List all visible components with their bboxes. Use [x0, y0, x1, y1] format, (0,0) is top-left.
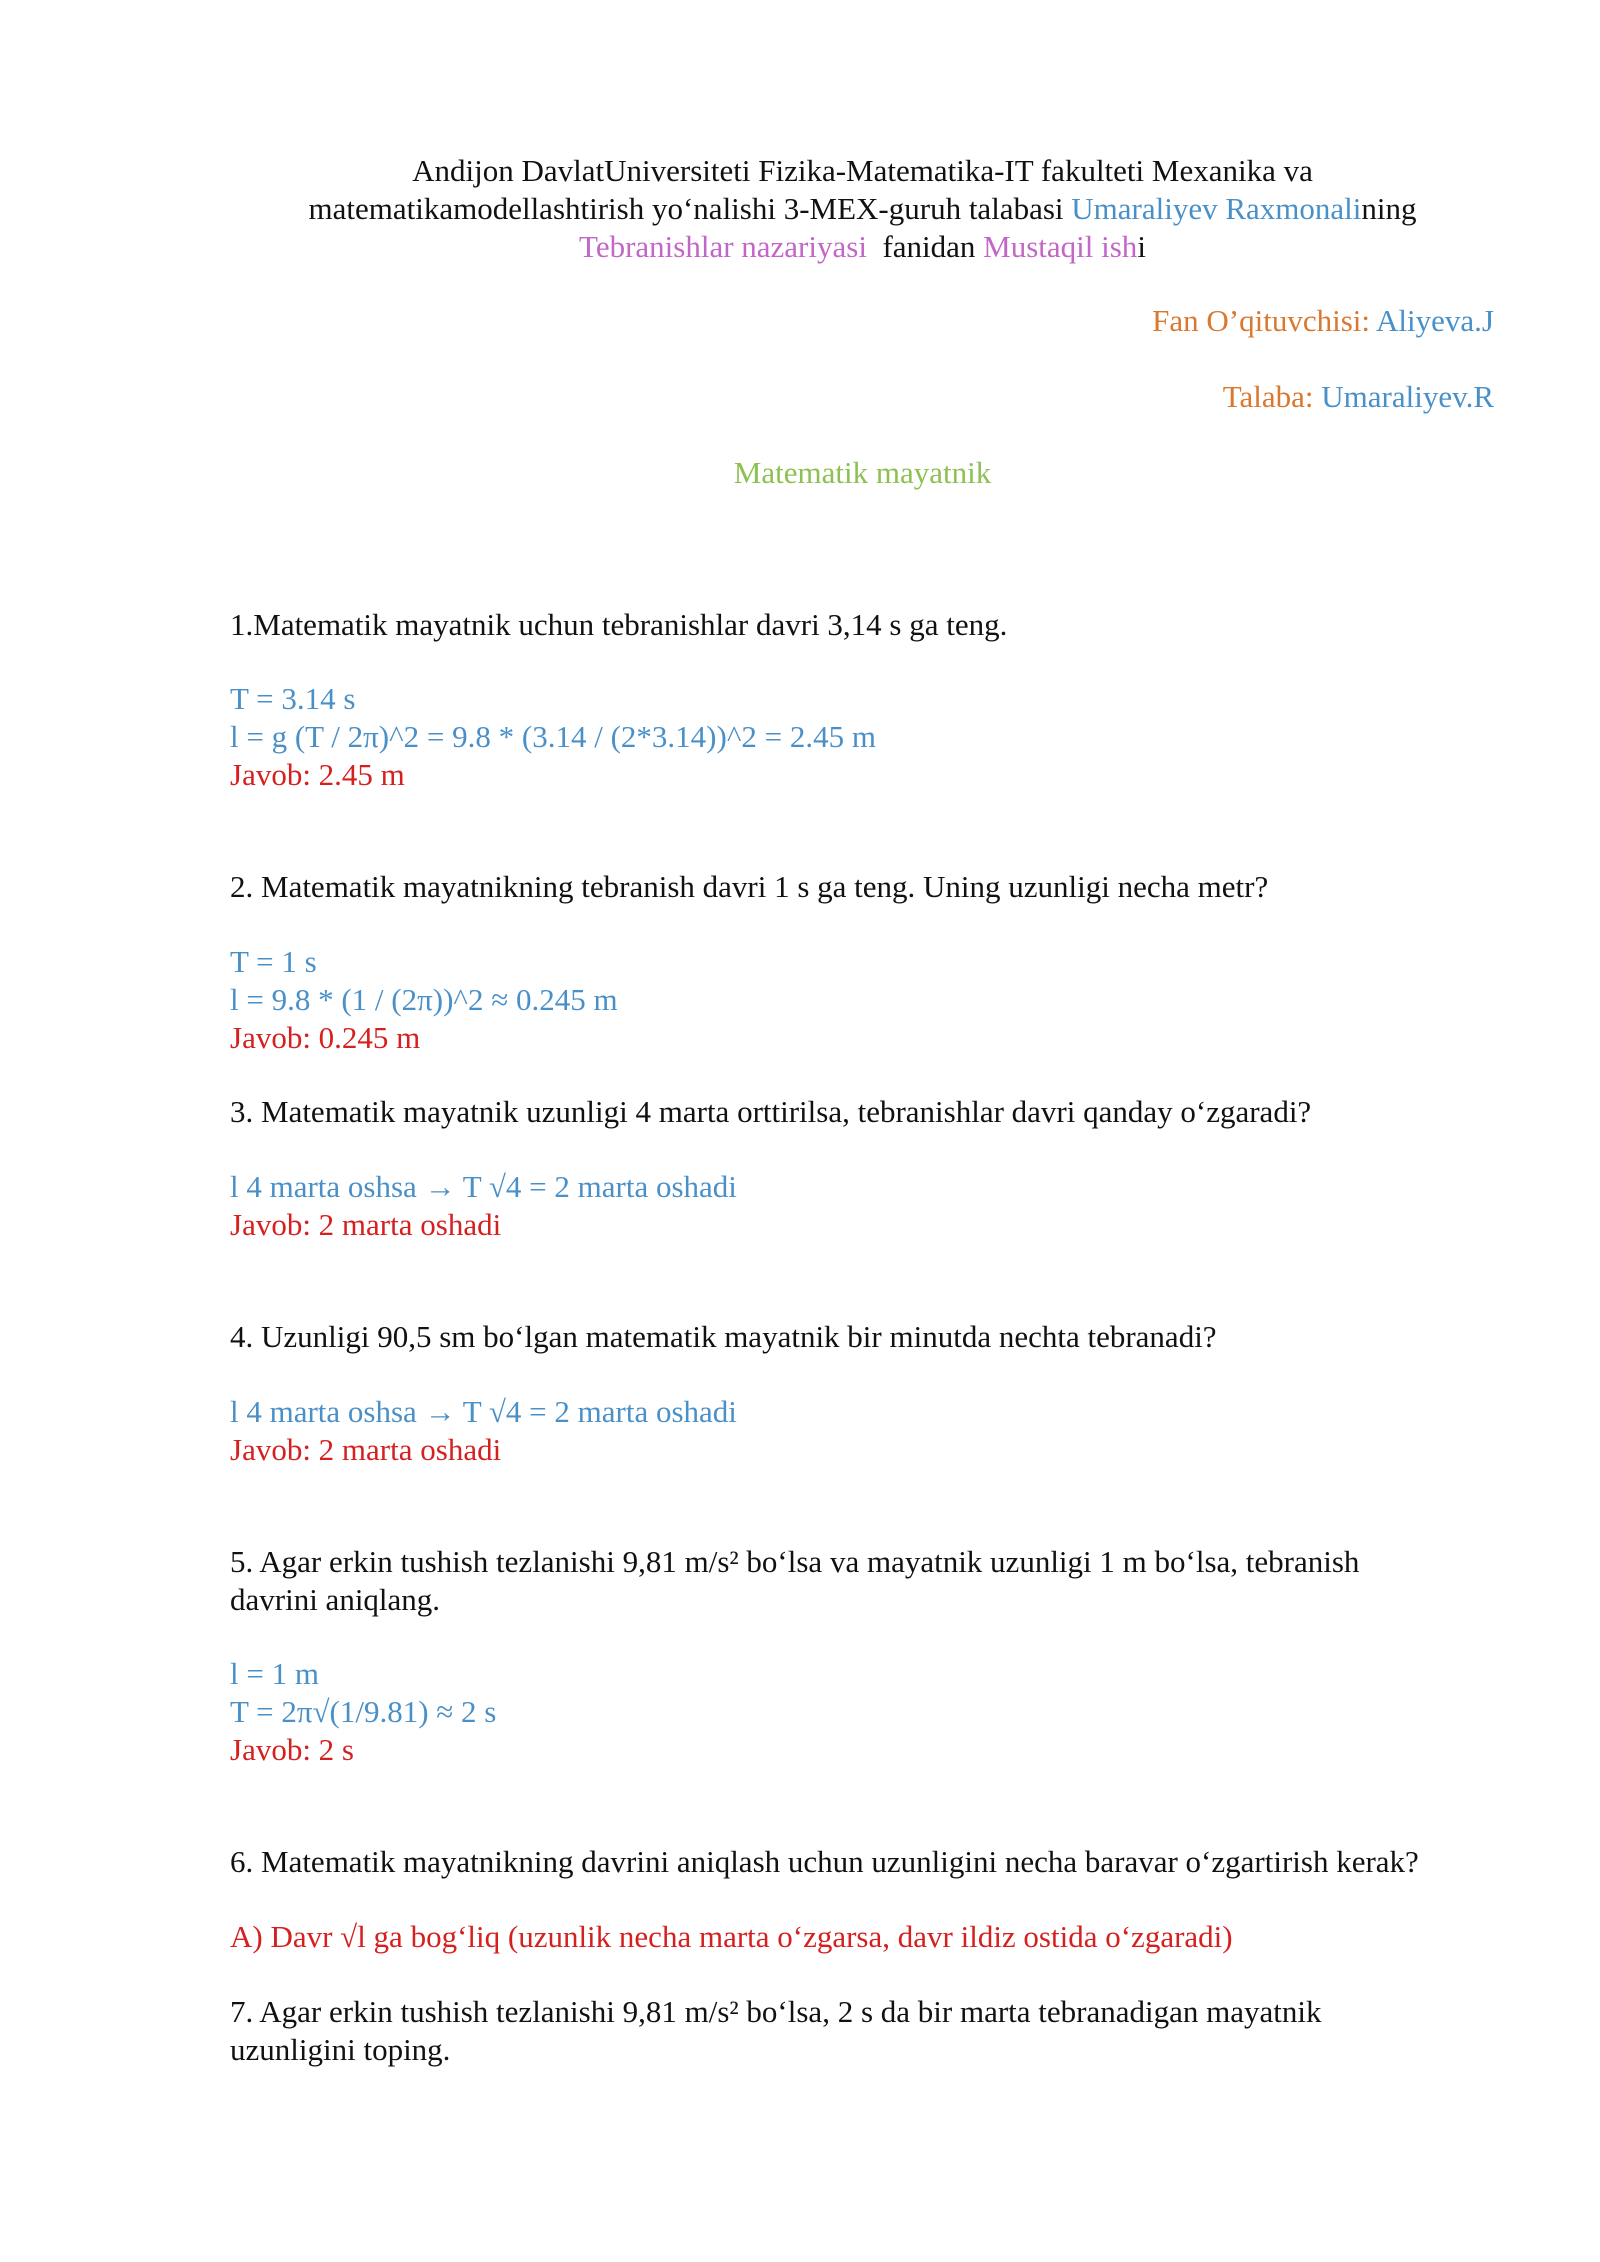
header-text: matematikamodellashtirish yo‘nalishi 3-MEX-guruh talabasi: [308, 191, 1072, 226]
problem-6: [230, 1843, 1500, 1881]
solution-5: [230, 1655, 1500, 1769]
solution-line: T = 1 s: [230, 944, 317, 979]
teacher-label: Fan O’qituvchisi:: [1152, 303, 1377, 338]
answer: Javob: 2 marta oshadi: [230, 1432, 502, 1467]
problem-3: [230, 1093, 1500, 1131]
solution-1: [230, 680, 1500, 794]
solution-line: l = 9.8 * (1 / (2π))^2 ≈ 0.245 m: [230, 982, 618, 1017]
header-text: fanidan: [866, 229, 984, 264]
solution-2: [230, 943, 1500, 1057]
solution-4: [230, 1393, 1500, 1469]
header-text: i: [1137, 229, 1146, 264]
student-name: Umaraliyev.R: [1321, 379, 1494, 414]
problem-7: [230, 1993, 1500, 2069]
header-text: Andijon DavlatUniversiteti Fizika-Matematika-IT fakulteti Mexanika va: [412, 153, 1313, 188]
student-full-name: Umaraliyev Raxmonali: [1071, 191, 1362, 226]
question: 2. Matematik mayatnikning tebranish davri 1 s ga teng. Uning uzunligi necha metr?: [230, 869, 1269, 904]
problem-1: [230, 606, 1500, 644]
problem-5: [230, 1543, 1500, 1619]
solution-line: T = 2π√(1/9.81) ≈ 2 s: [230, 1694, 497, 1729]
work-type: Mustaqil ish: [983, 229, 1138, 264]
solution-line: T = 3.14 s: [230, 681, 356, 716]
header-line-2: [0, 190, 1600, 228]
question: 4. Uzunligi 90,5 sm bo‘lgan matematik mayatnik bir minutda nechta tebranadi?: [230, 1319, 1217, 1354]
question: 6. Matematik mayatnikning davrini aniqlash uchun uzunligini necha baravar o‘zgartirish kerak?: [230, 1844, 1419, 1879]
answer: Javob: 0.245 m: [230, 1020, 421, 1055]
solution-line: l 4 marta oshsa → T √4 = 2 marta oshadi: [230, 1169, 737, 1204]
subject-name: Tebranishlar nazariyasi: [579, 229, 867, 264]
question: 3. Matematik mayatnik uzunligi 4 marta orttirilsa, tebranishlar davri qanday o‘zgaradi?: [230, 1094, 1312, 1129]
problem-2: [230, 868, 1500, 906]
question: 7. Agar erkin tushish tezlanishi 9,81 m/s² bo‘lsa, 2 s da bir marta tebranadigan mayatnik: [230, 1994, 1322, 2029]
question: davrini aniqlang.: [230, 1582, 441, 1617]
question: 1.Matematik mayatnik uchun tebranishlar davri 3,14 s ga teng.: [230, 607, 1008, 642]
problem-4: [230, 1318, 1500, 1356]
answer: A) Davr √l ga bog‘liq (uzunlik necha marta o‘zgarsa, davr ildiz ostida o‘zgaradi): [230, 1919, 1233, 1954]
answer: Javob: 2 marta oshadi: [230, 1207, 502, 1242]
student-line: [1223, 378, 1494, 416]
teacher-line: [1152, 302, 1494, 340]
teacher-name: Aliyeva.J: [1376, 303, 1494, 338]
solution-6: [230, 1918, 1500, 1956]
question: uzunligini toping.: [230, 2032, 451, 2067]
question: 5. Agar erkin tushish tezlanishi 9,81 m/s² bo‘lsa va mayatnik uzunligi 1 m bo‘lsa, tebranish: [230, 1544, 1360, 1579]
header-line-1: [0, 152, 1600, 190]
answer: Javob: 2.45 m: [230, 757, 405, 792]
solution-line: l = 1 m: [230, 1656, 319, 1691]
solution-line: l 4 marta oshsa → T √4 = 2 marta oshadi: [230, 1394, 737, 1429]
document-header: [0, 152, 1600, 266]
answer: Javob: 2 s: [230, 1732, 354, 1767]
student-label: Talaba:: [1222, 379, 1322, 414]
header-text: ning: [1361, 191, 1417, 226]
header-line-3: [0, 228, 1600, 266]
solution-line: l = g (T / 2π)^2 = 9.8 * (3.14 / (2*3.14))^2 = 2.45 m: [230, 719, 876, 754]
section-title: Matematik mayatnik: [733, 455, 992, 490]
solution-3: [230, 1168, 1500, 1244]
